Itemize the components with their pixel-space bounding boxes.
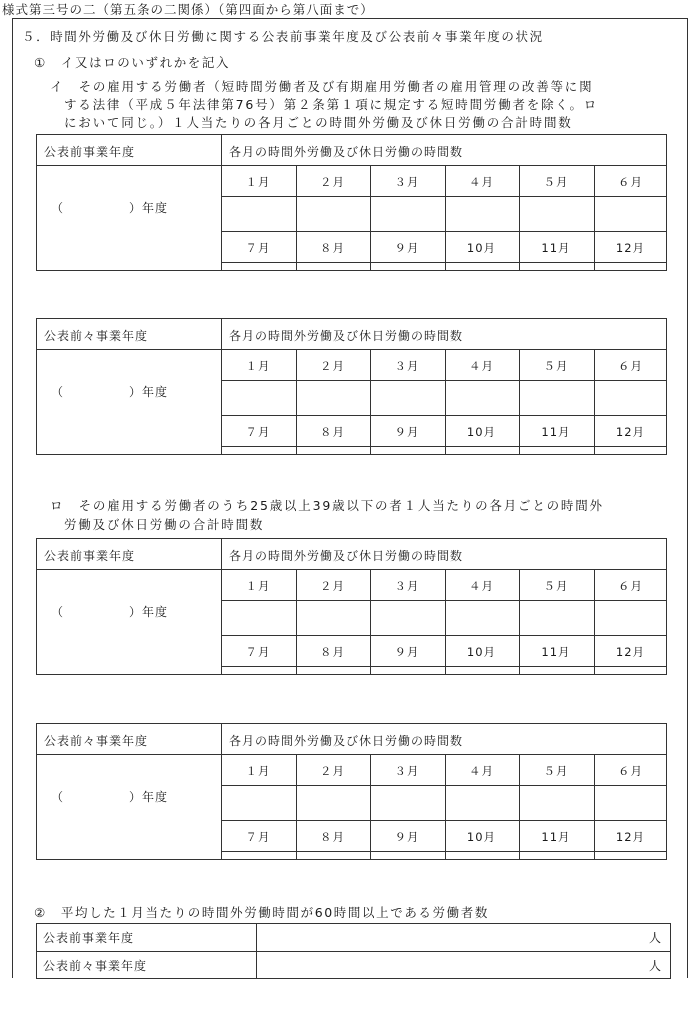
- month-label: ８月: [320, 830, 345, 844]
- month-label: ７月: [245, 645, 271, 659]
- fiscal-year-label: 公表前事業年度: [44, 549, 136, 563]
- month-label: ３月: [394, 175, 420, 189]
- hours-value-cell[interactable]: [519, 197, 594, 230]
- hours-value-cell[interactable]: [519, 667, 594, 700]
- hours-value-cell[interactable]: [370, 667, 445, 700]
- fiscal-year-blank: （ ）年度: [51, 385, 169, 399]
- month-label: ６月: [618, 579, 643, 593]
- month-label: １月: [245, 175, 271, 189]
- month-label: 12月: [615, 830, 646, 844]
- month-label: 11月: [541, 830, 571, 844]
- month-label: 10月: [466, 241, 497, 255]
- hours-header: 各月の時間外労働及び休日労働の時間数: [229, 734, 464, 748]
- month-label: ５月: [543, 764, 569, 778]
- hours-value-cell[interactable]: [445, 601, 520, 634]
- month-label: ６月: [618, 359, 643, 373]
- worker-count-table: [36, 923, 671, 979]
- hours-value-cell[interactable]: [594, 381, 669, 414]
- month-label: ２月: [320, 175, 345, 189]
- month-label: ６月: [618, 175, 643, 189]
- hours-value-cell[interactable]: [296, 852, 371, 885]
- month-label: ２月: [320, 359, 345, 373]
- hours-value-cell[interactable]: [221, 852, 296, 885]
- month-label: ２月: [320, 764, 345, 778]
- hours-value-cell[interactable]: [594, 786, 669, 819]
- hours-value-cell[interactable]: [370, 852, 445, 885]
- hours-value-cell[interactable]: [296, 447, 371, 480]
- month-label: ２月: [320, 579, 345, 593]
- month-label: １月: [245, 764, 271, 778]
- month-label: １月: [245, 579, 271, 593]
- hours-value-cell[interactable]: [445, 852, 520, 885]
- fiscal-year-blank: （ ）年度: [51, 790, 169, 804]
- hours-value-cell[interactable]: [296, 786, 371, 819]
- month-label: ５月: [543, 175, 569, 189]
- hours-header: 各月の時間外労働及び休日労働の時間数: [229, 329, 464, 343]
- month-label: 10月: [466, 645, 497, 659]
- hours-value-cell[interactable]: [221, 263, 296, 296]
- hours-value-cell[interactable]: [370, 381, 445, 414]
- month-label: ９月: [394, 645, 420, 659]
- month-label: 10月: [466, 830, 497, 844]
- item-1-heading: ① イ又はロのいずれかを記入: [34, 55, 231, 70]
- hours-value-cell[interactable]: [445, 263, 520, 296]
- hours-value-cell[interactable]: [519, 381, 594, 414]
- hours-header: 各月の時間外労働及び休日労働の時間数: [229, 145, 464, 159]
- part-i-line-2: する法律（平成５年法律第76号）第２条第１項に規定する短時間労働者を除く。ロ: [64, 97, 599, 112]
- month-label: 12月: [615, 645, 646, 659]
- hours-value-cell[interactable]: [221, 197, 296, 230]
- fiscal-year-blank: （ ）年度: [51, 605, 169, 619]
- month-label: ３月: [394, 359, 420, 373]
- hours-value-cell[interactable]: [221, 381, 296, 414]
- part-ro-line-1: ロ その雇用する労働者のうち25歳以上39歳以下の者１人当たりの各月ごとの時間外: [50, 498, 604, 513]
- month-label: ５月: [543, 579, 569, 593]
- monthly-hours-table: [36, 134, 667, 271]
- count-row-label: 公表前々事業年度: [43, 959, 148, 973]
- month-label: ９月: [394, 241, 420, 255]
- month-label: ４月: [469, 359, 494, 373]
- fiscal-year-label: 公表前事業年度: [44, 145, 136, 159]
- hours-value-cell[interactable]: [221, 667, 296, 700]
- hours-value-cell[interactable]: [594, 667, 669, 700]
- hours-value-cell[interactable]: [594, 852, 669, 885]
- hours-value-cell[interactable]: [445, 786, 520, 819]
- hours-value-cell[interactable]: [519, 263, 594, 296]
- hours-value-cell[interactable]: [296, 263, 371, 296]
- month-label: ８月: [320, 645, 345, 659]
- count-row-unit: 人: [648, 931, 662, 945]
- month-label: ５月: [543, 359, 569, 373]
- hours-value-cell[interactable]: [296, 197, 371, 230]
- part-i-line-1: イ その雇用する労働者（短時間労働者及び有期雇用労働者の雇用管理の改善等に関: [50, 79, 594, 94]
- hours-value-cell[interactable]: [370, 197, 445, 230]
- hours-value-cell[interactable]: [445, 197, 520, 230]
- month-label: ９月: [394, 830, 420, 844]
- hours-value-cell[interactable]: [296, 601, 371, 634]
- section-5-heading: ５．時間外労働及び休日労働に関する公表前事業年度及び公表前々事業年度の状況: [22, 29, 544, 44]
- month-label: ８月: [320, 241, 345, 255]
- hours-value-cell[interactable]: [296, 667, 371, 700]
- month-label: 12月: [615, 241, 646, 255]
- hours-value-cell[interactable]: [221, 601, 296, 634]
- hours-value-cell[interactable]: [519, 447, 594, 480]
- hours-value-cell[interactable]: [519, 601, 594, 634]
- hours-value-cell[interactable]: [221, 447, 296, 480]
- hours-value-cell[interactable]: [370, 786, 445, 819]
- month-label: 11月: [541, 645, 571, 659]
- month-label: ７月: [245, 830, 271, 844]
- month-label: ３月: [394, 764, 420, 778]
- count-row-label: 公表前事業年度: [43, 931, 135, 945]
- month-label: 12月: [615, 425, 646, 439]
- month-label: ４月: [469, 579, 494, 593]
- hours-value-cell[interactable]: [445, 667, 520, 700]
- count-row-unit: 人: [648, 959, 662, 973]
- part-ro-line-2: 労働及び休日労働の合計時間数: [64, 517, 265, 532]
- hours-value-cell[interactable]: [594, 263, 669, 296]
- item-2-heading: ② 平均した１月当たりの時間外労働時間が60時間以上である労働者数: [34, 905, 489, 920]
- month-label: 11月: [541, 425, 571, 439]
- hours-value-cell[interactable]: [519, 852, 594, 885]
- month-label: 10月: [466, 425, 497, 439]
- fiscal-year-label: 公表前々事業年度: [44, 329, 149, 343]
- hours-value-cell[interactable]: [594, 197, 669, 230]
- month-label: ７月: [245, 425, 271, 439]
- hours-value-cell[interactable]: [594, 601, 669, 634]
- hours-header: 各月の時間外労働及び休日労働の時間数: [229, 549, 464, 563]
- month-label: 11月: [541, 241, 571, 255]
- hours-value-cell[interactable]: [445, 447, 520, 480]
- hours-value-cell[interactable]: [221, 786, 296, 819]
- month-label: ４月: [469, 175, 494, 189]
- fiscal-year-label: 公表前々事業年度: [44, 734, 149, 748]
- part-i-line-3: において同じ。）１人当たりの各月ごとの時間外労働及び休日労働の合計時間数: [64, 115, 573, 130]
- monthly-hours-table: [36, 538, 667, 675]
- fiscal-year-blank: （ ）年度: [51, 201, 169, 215]
- month-label: ７月: [245, 241, 271, 255]
- hours-value-cell[interactable]: [519, 786, 594, 819]
- hours-value-cell[interactable]: [370, 601, 445, 634]
- form-title: 様式第三号の二（第五条の二関係）（第四面から第八面まで）: [2, 2, 374, 17]
- hours-value-cell[interactable]: [594, 447, 669, 480]
- hours-value-cell[interactable]: [445, 381, 520, 414]
- month-label: ９月: [394, 425, 420, 439]
- hours-value-cell[interactable]: [370, 263, 445, 296]
- month-label: １月: [245, 359, 271, 373]
- monthly-hours-table: [36, 318, 667, 455]
- hours-value-cell[interactable]: [370, 447, 445, 480]
- monthly-hours-table: [36, 723, 667, 860]
- month-label: ６月: [618, 764, 643, 778]
- month-label: ８月: [320, 425, 345, 439]
- month-label: ４月: [469, 764, 494, 778]
- hours-value-cell[interactable]: [296, 381, 371, 414]
- month-label: ３月: [394, 579, 420, 593]
